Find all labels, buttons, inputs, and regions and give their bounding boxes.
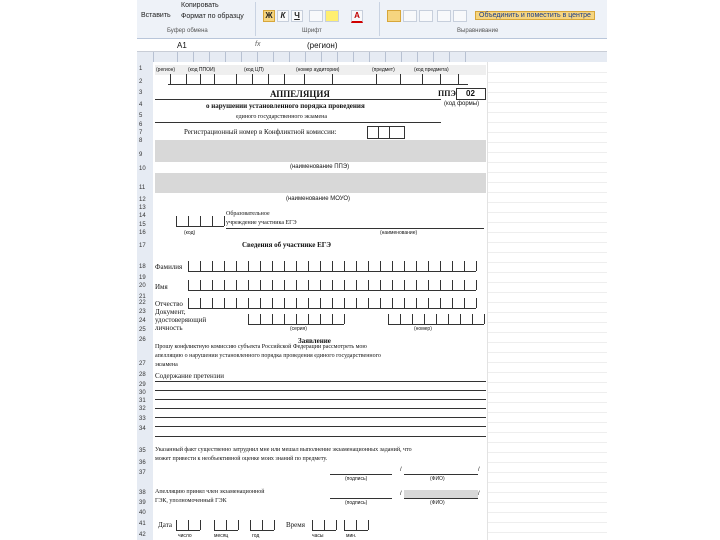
surname-label: Фамилия <box>155 263 183 271</box>
ppe-name-field[interactable] <box>155 140 486 162</box>
row-number[interactable]: 32 <box>139 406 146 412</box>
patronymic-label: Отчество <box>155 300 183 308</box>
patronymic-cell[interactable] <box>344 298 345 308</box>
row-number[interactable]: 27 <box>139 361 146 367</box>
document-number-cell[interactable] <box>424 314 425 324</box>
claim-line[interactable] <box>155 381 486 382</box>
year-cell[interactable] <box>274 520 275 530</box>
patronymic-cell[interactable] <box>404 298 405 308</box>
patronymic-cell[interactable] <box>296 298 297 308</box>
name-cell[interactable] <box>248 280 249 290</box>
document-number-cell[interactable] <box>460 314 461 324</box>
name-cell[interactable] <box>284 280 285 290</box>
worksheet-right-area[interactable] <box>487 62 608 540</box>
form-title: АППЕЛЯЦИЯ <box>270 89 330 99</box>
surname-cell[interactable] <box>392 261 393 271</box>
name-cell[interactable] <box>188 280 189 290</box>
patronymic-cell[interactable] <box>236 298 237 308</box>
patronymic-baseline <box>188 308 476 309</box>
month-cell[interactable] <box>238 520 239 530</box>
month-baseline <box>214 530 238 531</box>
day-baseline <box>176 530 200 531</box>
borders-button[interactable] <box>309 10 323 22</box>
name-cell[interactable] <box>296 280 297 290</box>
patronymic-cell[interactable] <box>380 298 381 308</box>
day-cell[interactable] <box>188 520 189 530</box>
institution-label-2: учреждение участника ЕГЭ <box>226 220 297 226</box>
row-number[interactable]: 5 <box>139 113 143 119</box>
row-number[interactable]: 25 <box>139 327 146 333</box>
surname-cell[interactable] <box>320 261 321 271</box>
name-cell[interactable] <box>452 280 453 290</box>
month-caption: месяц <box>214 533 229 539</box>
row-number[interactable]: 20 <box>139 283 146 289</box>
document-series-cell[interactable] <box>296 314 297 324</box>
name-cell[interactable] <box>344 280 345 290</box>
form-code-value: 02 <box>466 89 475 98</box>
year-cell[interactable] <box>250 520 251 530</box>
document-number-cell[interactable] <box>400 314 401 324</box>
bold-button[interactable]: Ж <box>263 10 275 22</box>
name-cell[interactable] <box>236 280 237 290</box>
surname-cell[interactable] <box>416 261 417 271</box>
document-number-caption: (номер) <box>414 326 432 332</box>
name-cell[interactable] <box>356 280 357 290</box>
minutes-cell[interactable] <box>344 520 345 530</box>
patronymic-cell[interactable] <box>284 298 285 308</box>
row-number[interactable]: 42 <box>139 532 146 538</box>
declaration-line-1: Указанный факт существенно затруднил мне или мешал выполнение экзаменационных заданий, что <box>155 447 412 453</box>
patronymic-cell[interactable] <box>368 298 369 308</box>
row-number[interactable]: 16 <box>139 230 146 236</box>
surname-cell[interactable] <box>308 261 309 271</box>
fill-color-button[interactable] <box>325 10 339 22</box>
patronymic-cell[interactable] <box>188 298 189 308</box>
align-left-button[interactable] <box>387 10 401 22</box>
name-cell[interactable] <box>464 280 465 290</box>
formula-bar <box>137 39 607 52</box>
surname-cell[interactable] <box>344 261 345 271</box>
name-cell[interactable] <box>308 280 309 290</box>
patronymic-cell[interactable] <box>440 298 441 308</box>
region-label: (регион) <box>156 67 176 73</box>
patronymic-cell[interactable] <box>308 298 309 308</box>
group-clipboard-label: Буфер обмена <box>167 28 208 34</box>
font-color-button[interactable]: А <box>351 10 363 23</box>
hours-cell[interactable] <box>312 520 313 530</box>
name-cell[interactable] <box>272 280 273 290</box>
row-number[interactable]: 23 <box>139 309 146 315</box>
row-number[interactable]: 40 <box>139 510 146 516</box>
patronymic-cell[interactable] <box>356 298 357 308</box>
group-alignment-label: Выравнивание <box>457 28 499 34</box>
align-right-button[interactable] <box>419 10 433 22</box>
claim-content-label: Содержание претензии <box>155 372 224 380</box>
patronymic-cell[interactable] <box>248 298 249 308</box>
row-number[interactable]: 21 <box>139 294 146 300</box>
surname-cell[interactable] <box>380 261 381 271</box>
row-number[interactable]: 34 <box>139 426 146 432</box>
statement-line-1: Прошу конфликтную комиссию субъекта Российской Федерации рассмотреть мою <box>155 344 367 350</box>
day-cell[interactable] <box>176 520 177 530</box>
document-number-cell[interactable] <box>472 314 473 324</box>
official-signature-caption: (подпись) <box>345 500 368 506</box>
document-label-2: удостоверяющий <box>155 316 207 324</box>
surname-cell[interactable] <box>188 261 189 271</box>
surname-cell[interactable] <box>200 261 201 271</box>
row-number[interactable]: 36 <box>139 460 146 466</box>
document-number-cell[interactable] <box>436 314 437 324</box>
patronymic-cell[interactable] <box>272 298 273 308</box>
claim-line[interactable] <box>155 436 486 437</box>
row-number[interactable]: 26 <box>139 337 146 343</box>
declaration-line-2: может привести к необъективной оценке моих знаний по предмету. <box>155 456 328 462</box>
patronymic-cell[interactable] <box>260 298 261 308</box>
accepted-by-line-2: ГЭК, уполномоченный ГЭК <box>155 498 227 504</box>
surname-cell[interactable] <box>368 261 369 271</box>
align-center-button[interactable] <box>403 10 417 22</box>
row-number[interactable]: 15 <box>139 222 146 228</box>
surname-cell[interactable] <box>248 261 249 271</box>
participant-header: Сведения об участнике ЕГЭ <box>242 241 331 249</box>
name-box[interactable]: A1 <box>177 41 187 50</box>
name-cell[interactable] <box>260 280 261 290</box>
row-number[interactable]: 7 <box>139 130 143 136</box>
name-cell[interactable] <box>368 280 369 290</box>
document-number-cell[interactable] <box>388 314 389 324</box>
claim-line[interactable] <box>155 417 486 418</box>
row-number[interactable]: 41 <box>139 521 146 527</box>
surname-cell[interactable] <box>356 261 357 271</box>
month-cell[interactable] <box>214 520 215 530</box>
paste-button[interactable]: Вставить <box>141 12 171 19</box>
row-number[interactable]: 6 <box>139 122 143 128</box>
patronymic-cell[interactable] <box>416 298 417 308</box>
row-number[interactable]: 13 <box>139 205 146 211</box>
mouo-name-caption: (наименование МОУО) <box>286 196 351 202</box>
row-number[interactable]: 31 <box>139 398 146 404</box>
minutes-caption: мин. <box>346 533 357 539</box>
day-cell[interactable] <box>200 520 201 530</box>
name-baseline <box>188 290 476 291</box>
surname-cell[interactable] <box>476 261 477 271</box>
registration-number-label: Регистрационный номер в Конфликтной комиссии: <box>184 128 337 136</box>
institution-code-caption: (код) <box>184 230 196 236</box>
minutes-cell[interactable] <box>356 520 357 530</box>
row-number[interactable]: 35 <box>139 448 146 454</box>
subtitle-line-1: о нарушении установленного порядка проведения <box>206 102 365 110</box>
row-number[interactable]: 28 <box>139 372 146 378</box>
hours-cell[interactable] <box>336 520 337 530</box>
official-fio-caption: (ФИО) <box>430 500 445 506</box>
surname-cell[interactable] <box>236 261 237 271</box>
row-number[interactable]: 19 <box>139 275 146 281</box>
minutes-baseline <box>344 530 368 531</box>
row-number[interactable]: 33 <box>139 416 146 422</box>
row-number[interactable]: 8 <box>139 138 143 144</box>
italic-button[interactable]: К <box>277 10 289 22</box>
room-number-label: (номер аудитории) <box>296 67 340 73</box>
document-series-cell[interactable] <box>284 314 285 324</box>
hours-cell[interactable] <box>324 520 325 530</box>
statement-line-2: апелляцию о нарушении установленного порядка проведения единого государственного <box>155 353 381 359</box>
surname-cell[interactable] <box>284 261 285 271</box>
row-number[interactable]: 37 <box>139 470 146 476</box>
patronymic-cell[interactable] <box>320 298 321 308</box>
statement-line-3: экзамена <box>155 362 178 368</box>
document-number-cell[interactable] <box>412 314 413 324</box>
row-number[interactable]: 12 <box>139 197 146 203</box>
year-caption: год <box>252 533 260 539</box>
name-cell[interactable] <box>224 280 225 290</box>
name-label: Имя <box>155 283 168 291</box>
row-number[interactable]: 24 <box>139 318 146 324</box>
document-series-cell[interactable] <box>272 314 273 324</box>
row-number[interactable]: 14 <box>139 213 146 219</box>
participant-fio-caption: (ФИО) <box>430 476 445 482</box>
surname-cell[interactable] <box>224 261 225 271</box>
document-series-cell[interactable] <box>344 314 345 324</box>
document-label-1: Документ, <box>155 308 186 316</box>
patronymic-cell[interactable] <box>392 298 393 308</box>
surname-baseline <box>188 271 476 272</box>
document-number-cell[interactable] <box>484 314 485 324</box>
form-code-label: ППЭ <box>438 89 456 98</box>
row-number[interactable]: 11 <box>139 185 146 191</box>
name-cell[interactable] <box>380 280 381 290</box>
surname-cell[interactable] <box>332 261 333 271</box>
fx-icon[interactable]: fx <box>255 41 261 48</box>
document-series-baseline <box>248 324 344 325</box>
subtitle-line-2: единого государственного экзамена <box>236 114 328 120</box>
row-number[interactable]: 1 <box>139 66 143 72</box>
surname-cell[interactable] <box>212 261 213 271</box>
ppoi-code-label: (код ППОИ) <box>188 67 216 73</box>
name-cell[interactable] <box>200 280 201 290</box>
name-cell[interactable] <box>392 280 393 290</box>
surname-cell[interactable] <box>260 261 261 271</box>
increase-indent-button[interactable] <box>453 10 467 22</box>
institution-name-caption: (наименование) <box>380 230 418 236</box>
document-label-3: личность <box>155 324 183 332</box>
name-cell[interactable] <box>320 280 321 290</box>
name-cell[interactable] <box>404 280 405 290</box>
form-code-caption: (код формы) <box>444 101 480 107</box>
row-number[interactable]: 22 <box>139 300 146 306</box>
document-series-cell[interactable] <box>260 314 261 324</box>
claim-line[interactable] <box>155 408 486 409</box>
claim-line[interactable] <box>155 399 486 400</box>
row-number[interactable]: 9 <box>139 152 143 158</box>
hours-baseline <box>312 530 336 531</box>
decrease-indent-button[interactable] <box>437 10 451 22</box>
document-number-baseline <box>388 324 484 325</box>
surname-cell[interactable] <box>452 261 453 271</box>
mouo-name-field[interactable] <box>155 173 486 193</box>
patronymic-cell[interactable] <box>200 298 201 308</box>
patronymic-cell[interactable] <box>224 298 225 308</box>
row-number[interactable]: 3 <box>139 90 143 96</box>
cp-code-label: (код ЦП) <box>244 67 264 73</box>
document-series-cell[interactable] <box>320 314 321 324</box>
row-number[interactable]: 29 <box>139 382 146 388</box>
participant-signature-caption: (подпись) <box>345 476 368 482</box>
name-cell[interactable] <box>440 280 441 290</box>
group-font-label: Шрифт <box>302 28 322 34</box>
surname-cell[interactable] <box>464 261 465 271</box>
row-number[interactable]: 2 <box>139 79 143 85</box>
copy-button[interactable]: Копировать <box>181 2 219 9</box>
subject-label: (предмет) <box>372 67 395 73</box>
subject-code-label: (код предмета) <box>414 67 449 73</box>
name-cell[interactable] <box>428 280 429 290</box>
time-label: Время <box>286 521 305 529</box>
year-baseline <box>250 530 274 531</box>
merge-center-button[interactable]: Объединить и поместить в центре <box>475 11 595 20</box>
day-caption: число <box>178 533 192 539</box>
surname-cell[interactable] <box>440 261 441 271</box>
row-number[interactable]: 10 <box>139 166 146 172</box>
patronymic-cell[interactable] <box>428 298 429 308</box>
row-number[interactable]: 39 <box>139 500 146 506</box>
year-cell[interactable] <box>262 520 263 530</box>
institution-label-1: Образовательное <box>226 211 270 217</box>
date-label: Дата <box>158 521 172 529</box>
formula-input[interactable]: (регион) <box>307 41 338 50</box>
patronymic-cell[interactable] <box>332 298 333 308</box>
patronymic-cell[interactable] <box>476 298 477 308</box>
surname-cell[interactable] <box>296 261 297 271</box>
name-cell[interactable] <box>416 280 417 290</box>
surname-cell[interactable] <box>272 261 273 271</box>
document-series-cell[interactable] <box>332 314 333 324</box>
format-painter-button[interactable]: Формат по образцу <box>181 13 244 20</box>
patronymic-cell[interactable] <box>464 298 465 308</box>
row-number[interactable]: 4 <box>139 102 143 108</box>
patronymic-cell[interactable] <box>212 298 213 308</box>
minutes-cell[interactable] <box>368 520 369 530</box>
document-series-cell[interactable] <box>248 314 249 324</box>
document-series-cell[interactable] <box>308 314 309 324</box>
hours-caption: часы <box>312 533 324 539</box>
surname-cell[interactable] <box>404 261 405 271</box>
document-number-cell[interactable] <box>448 314 449 324</box>
accepted-by-line-1: Апелляцию принял член экзаменационной <box>155 489 265 495</box>
surname-cell[interactable] <box>428 261 429 271</box>
row-number[interactable]: 17 <box>139 243 146 249</box>
row-number[interactable]: 18 <box>139 264 146 270</box>
statement-header: Заявление <box>298 337 331 345</box>
name-cell[interactable] <box>212 280 213 290</box>
claim-line[interactable] <box>155 426 486 427</box>
underline-button[interactable]: Ч <box>291 10 303 22</box>
row-number[interactable]: 30 <box>139 390 146 396</box>
document-series-caption: (серия) <box>290 326 307 332</box>
month-cell[interactable] <box>226 520 227 530</box>
ribbon <box>137 0 607 39</box>
ppe-name-caption: (наименование ППЭ) <box>290 164 350 170</box>
row-number[interactable]: 38 <box>139 490 146 496</box>
patronymic-cell[interactable] <box>452 298 453 308</box>
claim-line[interactable] <box>155 390 486 391</box>
name-cell[interactable] <box>476 280 477 290</box>
name-cell[interactable] <box>332 280 333 290</box>
